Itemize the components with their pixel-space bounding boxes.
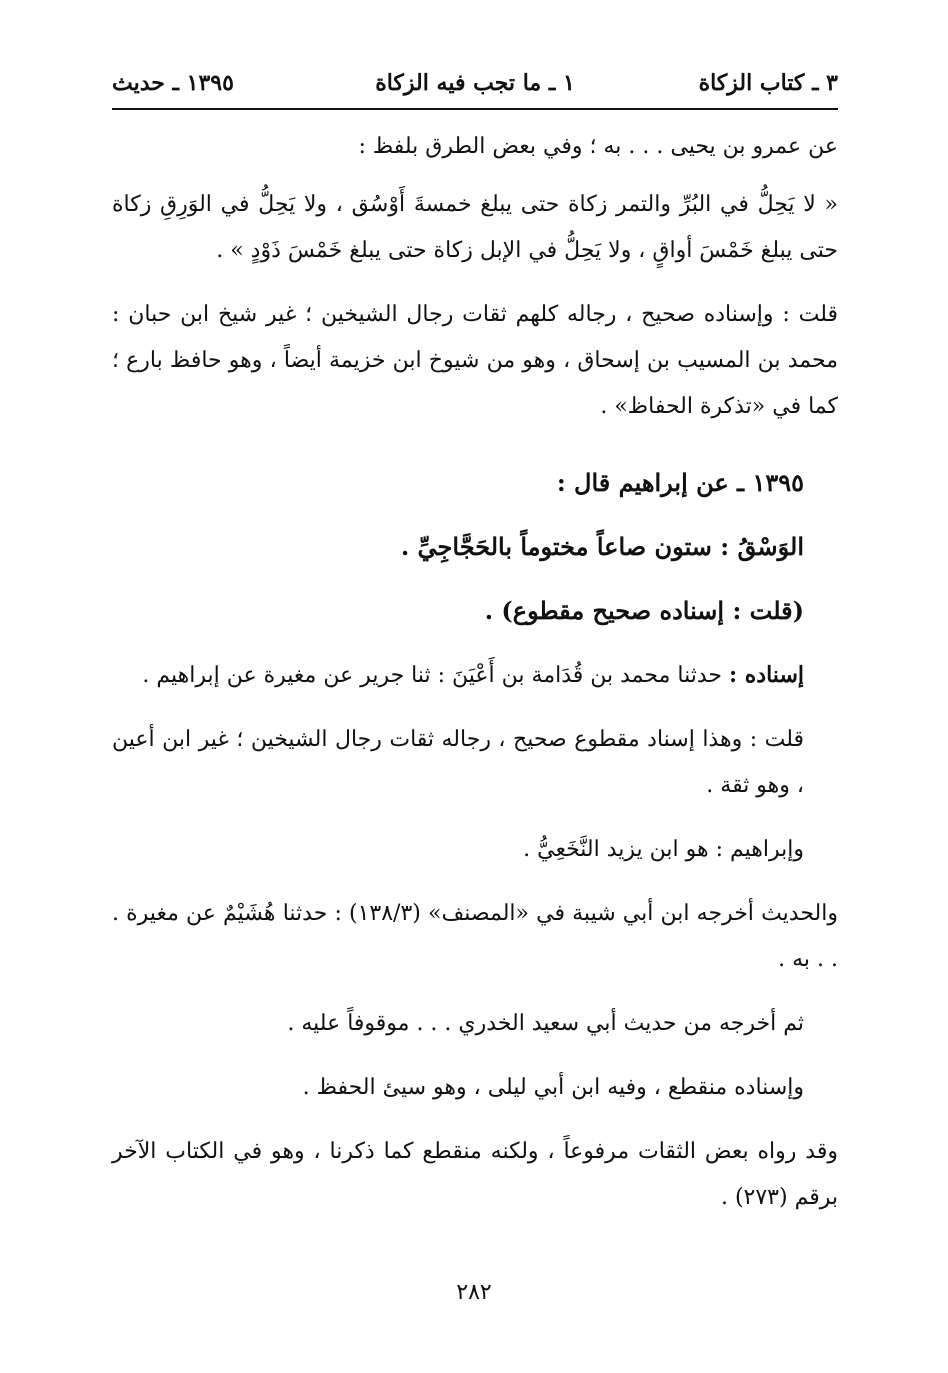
paragraph: ثم أخرجه من حديث أبي سعيد الخدري . . . موقوفاً عليه .: [287, 1011, 804, 1036]
paragraph: وإبراهيم : هو ابن يزيد النَّخَعِيُّ .: [523, 837, 804, 862]
isnad-label: إسناده :: [729, 662, 804, 688]
header-hadith-number: ١٣٩٥ ـ حديث: [112, 70, 234, 96]
header-chapter: ٣ ـ كتاب الزكاة: [698, 70, 838, 96]
hadith-heading: ١٣٩٥ ـ عن إبراهيم قال :: [556, 468, 804, 497]
header-section: ١ ـ ما تجب فيه الزكاة: [375, 70, 575, 96]
page-number: ٢٨٢: [456, 1280, 492, 1305]
paragraph: قلت : وهذا إسناد مقطوع صحيح ، رجاله ثقات رجال الشيخين ؛ غير ابن أعين ، وهو ثقة .: [112, 727, 804, 798]
isnad-text: حدثنا محمد بن قُدَامة بن أَعْيَنَ : ثنا جرير عن مغيرة عن إبراهيم .: [142, 663, 722, 688]
header-divider: [112, 108, 838, 110]
running-header: [112, 70, 838, 106]
paragraph: وقد رواه بعض الثقات مرفوعاً ، ولكنه منقطع كما ذكرنا ، وهو في الكتاب الآخر برقم (٢٧٣) .: [112, 1139, 838, 1210]
hadith-text: الوَسْقُ : ستون صاعاً مختوماً بالحَجَّاجِيِّ .: [400, 532, 804, 561]
paragraph: والحديث أخرجه ابن أبي شيبة في «المصنف» (١٣٨/٣) : حدثنا هُشَيْمٌ عن مغيرة . . . به .: [112, 901, 838, 972]
paragraph: وإسناده منقطع ، وفيه ابن أبي ليلى ، وهو سيئ الحفظ .: [302, 1075, 804, 1100]
page-body: [112, 124, 838, 1239]
grading-note: (قلت : إسناده صحيح مقطوع) .: [484, 596, 804, 625]
paragraph: قلت : وإسناده صحيح ، رجاله كلهم ثقات رجال الشيخين ؛ غير شيخ ابن حبان : محمد بن المسيب بن إسحاق ، وهو من شيوخ ابن خزيمة أيضاً ، وهو حافظ بارع ؛ كما في «تذكرة الحفاظ» .: [112, 302, 838, 419]
hadith-quote: « لا يَحِلُّ في البُرِّ والتمر زكاة حتى يبلغ خمسةَ أَوْسُق ، ولا يَحِلُّ في الوَرِقِ زكاة حتى يبلغ خَمْسَ أواقٍ ، ولا يَحِلُّ في الإبل زكاة حتى يبلغ خَمْسَ ذَوْدٍ » .: [112, 192, 838, 263]
paragraph: عن عمرو بن يحيى . . . به ؛ وفي بعض الطرق بلفظ :: [358, 134, 838, 159]
isnad-paragraph: [112, 652, 838, 699]
